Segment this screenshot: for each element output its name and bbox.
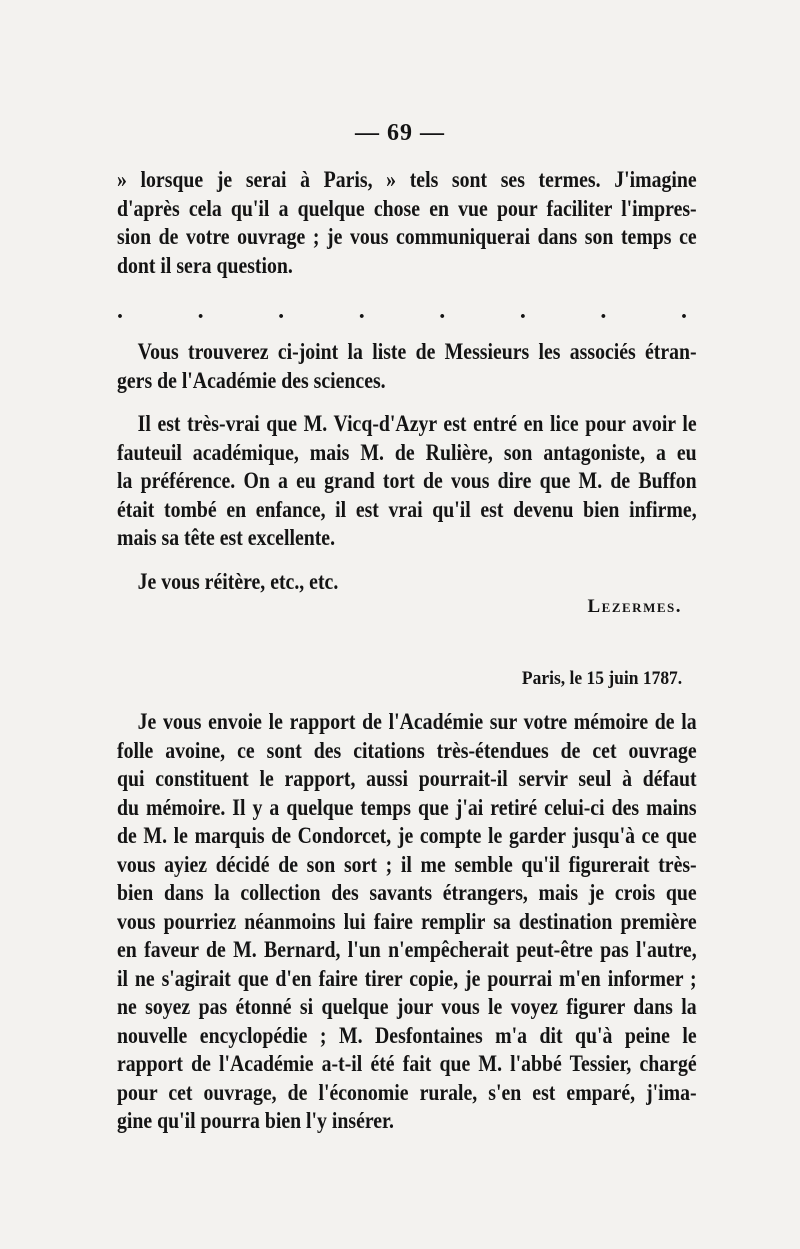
dateline: Paris, le 15 juin 1787. [521, 668, 682, 689]
ellipsis-dot: . [197, 298, 204, 324]
paragraph-1 [117, 166, 697, 280]
text-line: d'après cela qu'il a quelque chose en vue pour faciliter l'impres- [117, 195, 697, 221]
text-line: gine qu'il pourra bien l'y insérer. [117, 1108, 394, 1133]
text-line: en faveur de M. Bernard, l'un n'empêcherait peut-être pas l'autre, [117, 937, 697, 962]
text-line: dont il sera question. [117, 252, 293, 278]
page-number: — 69 — [355, 120, 445, 146]
ellipsis-dot: . [278, 298, 285, 324]
ellipsis-dot: . [680, 298, 687, 324]
text-line: vous pourriez néanmoins lui faire remplir sa destination première [117, 908, 697, 934]
paragraph-2 [117, 338, 697, 395]
text-line: fauteuil académique, mais M. de Rulière, son antagoniste, a eu [117, 439, 697, 465]
text-line: Vous trouverez ci-joint la liste de Messieurs les associés étran- [137, 339, 697, 364]
text-line: pour cet ouvrage, de l'économie rurale, s'en est emparé, j'ima- [117, 1079, 697, 1105]
text-line: » lorsque je serai à Paris, » tels sont ses termes. J'imagine [117, 167, 697, 192]
text-line: du mémoire. Il y a quelque temps que j'ai retiré celui-ci des mains [117, 794, 697, 820]
text-line: Je vous réitère, etc., etc. [137, 569, 339, 594]
text-line: était tombé en enfance, il est vrai qu'il est devenu bien infirme, [117, 496, 697, 522]
text-line: il ne s'agirait que d'en faire tirer copie, je pourrai m'en informer ; [117, 965, 697, 991]
text-line: la préférence. On a eu grand tort de vous dire que M. de Buffon [117, 468, 697, 493]
signature: Lezermes. [587, 596, 682, 617]
text-line: folle avoine, ce sont des citations très-étendues de cet ouvrage [117, 737, 697, 763]
text-line: qui constituent le rapport, aussi pourrait-il servir seul à défaut [117, 766, 697, 791]
text-line: sion de votre ouvrage ; je vous communiquerai dans son temps ce [117, 224, 697, 249]
text-line: ne soyez pas étonné si quelque jour vous le voyez figurer dans la [117, 994, 697, 1019]
text-line: nouvelle encyclopédie ; M. Desfontaines m'a dit qu'à peine le [117, 1022, 697, 1048]
text-line: rapport de l'Académie a-t-il été fait que M. l'abbé Tessier, chargé [117, 1051, 697, 1076]
text-line: Il est très-vrai que M. Vicq-d'Azyr est entré en lice pour avoir le [137, 411, 697, 436]
ellipsis-dot: . [600, 298, 607, 324]
text-line: de M. le marquis de Condorcet, je compte le garder jusqu'à ce que [117, 823, 697, 848]
text-line: Je vous envoie le rapport de l'Académie sur votre mémoire de la [137, 709, 697, 734]
ellipsis-dot: . [358, 298, 365, 324]
closing-line [117, 568, 697, 597]
paragraph-3 [117, 410, 697, 553]
text-line: mais sa tête est excellente. [117, 525, 336, 550]
paragraph-5 [117, 708, 697, 1136]
ellipsis-dot: . [439, 298, 446, 324]
text-line: vous ayiez décidé de son sort ; il me semble qu'il figurerait très- [117, 851, 697, 877]
text-line: bien dans la collection des savants étrangers, mais je crois que [117, 880, 697, 905]
ellipsis-dot: . [519, 298, 526, 324]
ellipsis-dot: . [117, 298, 123, 324]
ellipsis-row [117, 298, 687, 325]
text-line: gers de l'Académie des sciences. [117, 367, 386, 393]
